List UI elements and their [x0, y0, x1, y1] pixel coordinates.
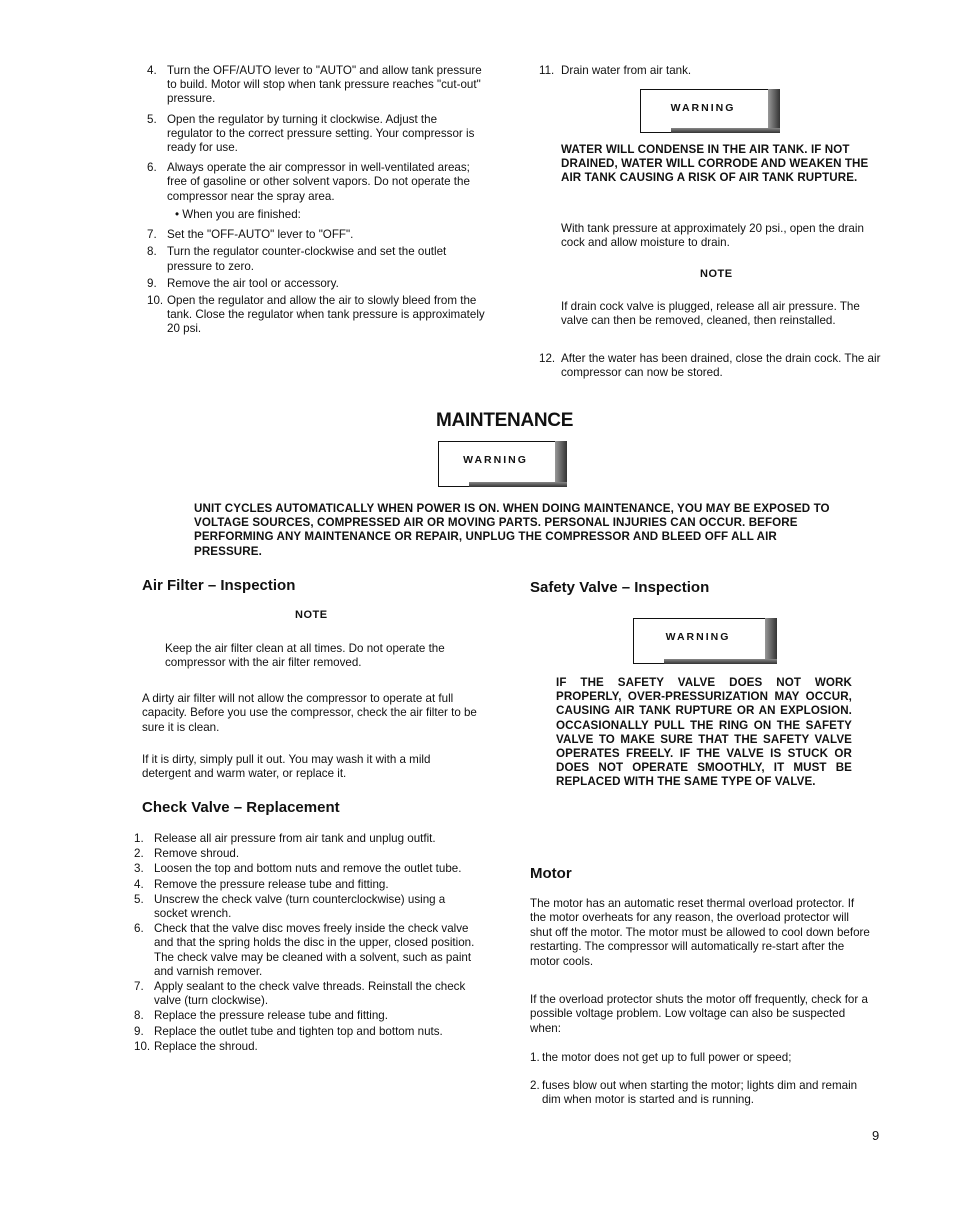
- air-filter-heading: Air Filter – Inspection: [142, 577, 296, 594]
- item-text: Remove shroud.: [154, 847, 240, 861]
- air-filter-note-label: NOTE: [295, 609, 328, 621]
- item-text: Release all air pressure from air tank and unplug outfit.: [154, 832, 436, 845]
- warning-label: WARNING: [665, 631, 731, 643]
- box-shadow-right: [555, 441, 567, 487]
- list-item: [147, 245, 485, 273]
- air-filter-paragraph-2: If it is dirty, simply pull it out. You may wash it with a mild detergent and warm water, or replace it.: [142, 753, 431, 781]
- list-item: [134, 862, 476, 876]
- maintenance-title: MAINTENANCE: [436, 410, 574, 431]
- step-11: 11. Drain water from air tank.: [539, 64, 692, 77]
- steps-list-4-6: [147, 64, 485, 204]
- item-text: Replace the shroud.: [154, 1039, 258, 1053]
- item-text: Unscrew the check valve (turn counterclockwise) using a socket wrench.: [154, 892, 446, 921]
- drain-section: [539, 64, 881, 78]
- list-item: [134, 832, 476, 846]
- item-number: 4.: [147, 64, 157, 77]
- motor-paragraph-2: If the overload protector shuts the motor off frequently, check for a possible voltage problem. Low voltage can also be suspected when:: [530, 993, 868, 1035]
- list-item: [147, 294, 485, 337]
- list-item: [147, 228, 485, 242]
- list-item: [147, 112, 485, 156]
- item-number: 5.: [147, 112, 157, 126]
- item-text: Always operate the air compressor in well-ventilated areas; free of gasoline or other solvent vapors. Do not operate the compressor near the spray area.: [167, 161, 470, 203]
- motor-conditions-list: [530, 1051, 872, 1108]
- list-item: [134, 980, 476, 1008]
- motor-heading: Motor: [530, 865, 572, 882]
- safety-warning-box: [633, 618, 777, 664]
- list-item: [134, 877, 476, 892]
- list-item: [134, 892, 476, 921]
- check-valve-heading: Check Valve – Replacement: [142, 799, 340, 816]
- motor-paragraph-1: The motor has an automatic reset thermal overload protector. If the motor overheats for any reason, the overload protector will shut off the motor. The motor must be allowed to cool down before restarting. The compressor will automatically re-start after the motor cools.: [530, 897, 870, 968]
- check-valve-list: [134, 832, 476, 1054]
- list-item: [147, 161, 485, 204]
- item-number: 10.: [134, 1039, 151, 1053]
- item-number: 10.: [147, 294, 164, 308]
- item-text: Turn the regulator counter-clockwise and set the outlet pressure to zero.: [167, 245, 447, 273]
- steps-list-7-10: [147, 228, 485, 336]
- item-number: 6.: [147, 161, 157, 175]
- item-text: Apply sealant to the check valve threads. Reinstall the check valve (turn clockwise).: [154, 980, 466, 1008]
- page-number: 9: [872, 1128, 880, 1143]
- drain-note-text: If drain cock valve is plugged, release all air pressure. The valve can then be removed, cleaned, then reinstalled.: [561, 300, 860, 328]
- item-number: 2.: [530, 1079, 540, 1093]
- drain-note-label: NOTE: [700, 268, 733, 280]
- item-number: 7.: [134, 980, 144, 994]
- box-shadow-right: [768, 89, 780, 133]
- item-text: Loosen the top and bottom nuts and remove the outlet tube.: [154, 862, 462, 876]
- list-item: [134, 1039, 476, 1054]
- list-item: [134, 847, 476, 861]
- item-text: Turn the OFF/AUTO lever to "AUTO" and allow tank pressure to build. Motor will stop when tank pressure reaches "cut-out" pressure.: [167, 64, 482, 106]
- motor-conditions: [530, 1051, 872, 1122]
- item-number: 7.: [147, 228, 157, 242]
- item-number: 2.: [134, 847, 144, 861]
- list-item: [147, 64, 485, 107]
- check-valve-steps: [134, 832, 476, 1055]
- list-item: [134, 1024, 476, 1039]
- item-number: 1.: [530, 1051, 540, 1064]
- item-number: 8.: [147, 245, 157, 259]
- list-item: [530, 1079, 872, 1107]
- item-number: 1.: [134, 832, 144, 845]
- item-text: Remove the pressure release tube and fitting.: [154, 877, 389, 891]
- box-shadow-bottom: [664, 659, 777, 664]
- maintenance-warning-text: UNIT CYCLES AUTOMATICALLY WHEN POWER IS ON. WHEN DOING MAINTENANCE, YOU MAY BE EXPOSED TO VOLTAGE SOURCES, COMPRESSED AIR OR MOVING PARTS. PERSONAL INJURIES CAN OCCUR. BEFORE PERFORMING ANY MAINTENANCE OR REPAIR, UNPLUG THE COMPRESSOR AND BLEED OFF ALL AIR PRESSURE.: [194, 502, 830, 558]
- item-number: 8.: [134, 1009, 144, 1023]
- item-text: Open the regulator by turning it clockwise. Adjust the regulator to the correct pressure setting. Your compressor is ready for use.: [167, 112, 475, 155]
- air-filter-note-text: Keep the air filter clean at all times. Do not operate the compressor with the air filter removed.: [165, 642, 445, 670]
- item-number: 9.: [134, 1024, 144, 1038]
- item-text: Replace the pressure release tube and fitting.: [154, 1009, 388, 1023]
- item-text: Open the regulator and allow the air to slowly bleed from the tank. Close the regulator when tank pressure is approximately 20 psi.: [167, 294, 485, 336]
- item-text: Check that the valve disc moves freely inside the check valve and that the spring holds the disc in the upper, closed position. The check valve may be cleaned with a solvent, such as paint and varnish remover.: [154, 922, 475, 978]
- item-number: 4.: [134, 877, 144, 891]
- item-text: Remove the air tool or accessory.: [167, 276, 339, 290]
- drain-instructions: With tank pressure at approximately 20 psi., open the drain cock and allow moisture to drain.: [561, 222, 864, 250]
- item-number: 5.: [134, 892, 144, 906]
- list-item: [134, 1009, 476, 1023]
- drain-warning-box: [640, 89, 780, 133]
- safety-warning-text: IF THE SAFETY VALVE DOES NOT WORK PROPERLY, OVER-PRESSURIZATION MAY OCCUR, CAUSING AIR TANK RUPTURE OR AN EXPLOSION. OCCASIONALLY PULL THE RING ON THE SAFETY VALVE TO MAKE SURE THAT THE SAFETY VALVE OPERATES FREELY. IF THE VALVE IS STUCK OR DOES NOT OPERATE SMOOTHLY, IT MUST BE REPLACED WITH THE SAME TYPE OF VALVE.: [556, 676, 852, 789]
- item-text: fuses blow out when starting the motor; lights dim and remain dim when motor is started and is running.: [542, 1079, 858, 1107]
- when-finished-label: • When you are finished:: [175, 207, 301, 221]
- maintenance-warning-box: [438, 441, 567, 487]
- item-text: the motor does not get up to full power or speed;: [542, 1051, 792, 1064]
- item-number: 6.: [134, 922, 144, 936]
- item-text: Set the "OFF-AUTO" lever to "OFF".: [167, 228, 354, 242]
- box-shadow-right: [765, 618, 777, 664]
- list-item: [147, 276, 485, 291]
- left-top-steps: [147, 64, 485, 340]
- box-shadow-bottom: [469, 482, 567, 487]
- step-12: 12. After the water has been drained, close the drain cock. The air compressor can now be stored.: [539, 352, 881, 380]
- item-number: 9.: [147, 276, 157, 290]
- box-shadow-bottom: [671, 128, 780, 133]
- air-filter-paragraph-1: A dirty air filter will not allow the compressor to operate at full capacity. Before you use the compressor, check the air filter to be sure it is clean.: [142, 692, 477, 734]
- list-item: [530, 1051, 872, 1065]
- list-item: [134, 922, 476, 979]
- warning-label: WARNING: [463, 454, 528, 466]
- item-number: 3.: [134, 862, 144, 876]
- drain-warning-text: WATER WILL CONDENSE IN THE AIR TANK. IF NOT DRAINED, WATER WILL CORRODE AND WEAKEN THE AIR TANK CAUSING A RISK OF AIR TANK RUPTURE.: [561, 143, 869, 185]
- item-text: Replace the outlet tube and tighten top and bottom nuts.: [154, 1024, 443, 1038]
- safety-valve-heading: Safety Valve – Inspection: [530, 579, 710, 596]
- warning-label: WARNING: [670, 102, 736, 114]
